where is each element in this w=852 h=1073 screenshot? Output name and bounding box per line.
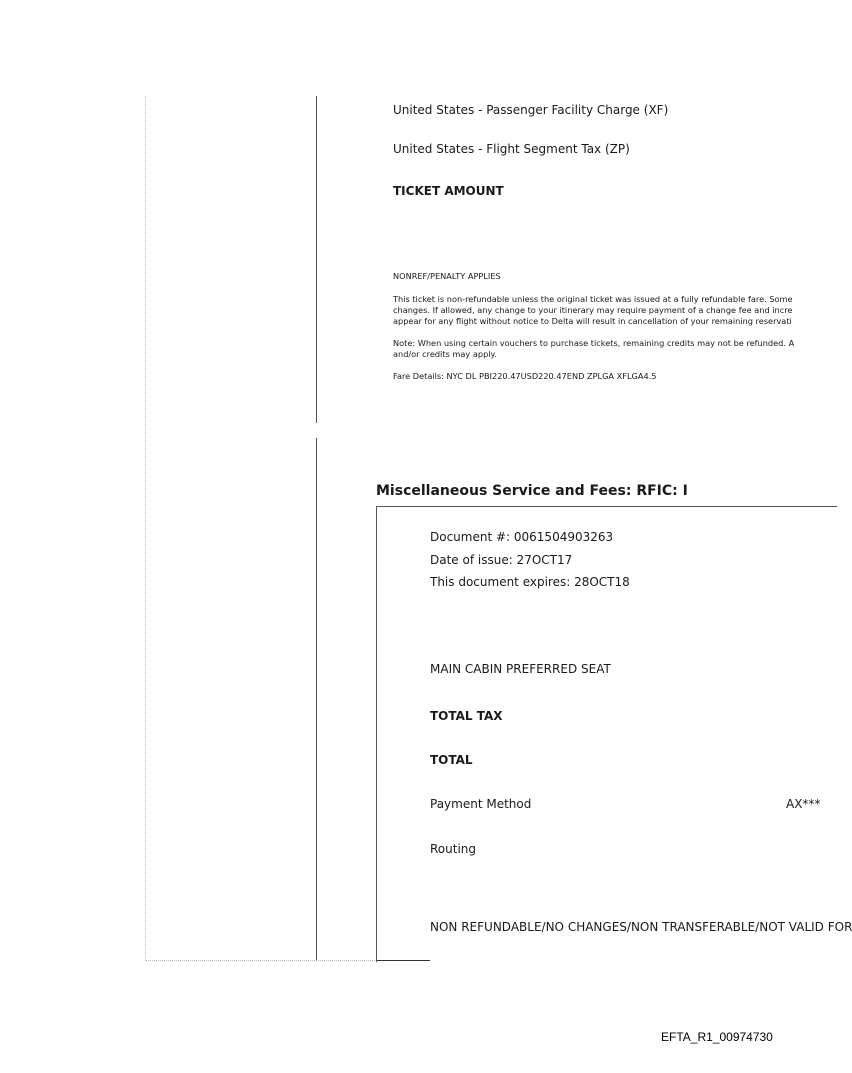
penalty-heading: NONREF/PENALTY APPLIES	[393, 271, 501, 281]
voucher-note-line: and/or credits may apply.	[393, 349, 497, 359]
column-divider-bottom	[316, 438, 317, 961]
payment-method-label: Payment Method	[430, 797, 532, 811]
routing-label: Routing	[430, 842, 477, 856]
ticket-amount-label: TICKET AMOUNT	[393, 184, 504, 198]
column-divider-top	[316, 96, 317, 423]
document-expiry: This document expires: 28OCT18	[430, 575, 630, 589]
date-of-issue: Date of issue: 27OCT17	[430, 553, 573, 567]
payment-method-value: AX***	[786, 797, 821, 811]
refund-policy-line: appear for any flight without notice to Delta will result in cancellation of your remaining reservati	[393, 316, 792, 326]
left-column-border	[145, 96, 146, 961]
flight-segment-tax-label: United States - Flight Segment Tax (ZP)	[393, 142, 630, 156]
document-id: EFTA_R1_00974730	[661, 1030, 773, 1044]
bottom-border	[145, 960, 377, 961]
misc-section-title: Miscellaneous Service and Fees: RFIC: I	[376, 483, 688, 499]
refund-policy-line: This ticket is non-refundable unless the original ticket was issued at a fully refundable fare. Some	[393, 294, 793, 304]
refund-policy-line: changes. If allowed, any change to your itinerary may require payment of a change fee and incre	[393, 305, 793, 315]
voucher-note-line: Note: When using certain vouchers to purchase tickets, remaining credits may not be refunded. A	[393, 338, 795, 348]
document-number: Document #: 0061504903263	[430, 530, 614, 544]
passenger-facility-charge-label: United States - Passenger Facility Charge (XF)	[393, 103, 669, 117]
total-label: TOTAL	[430, 753, 473, 767]
service-item: MAIN CABIN PREFERRED SEAT	[430, 662, 611, 676]
service-conditions: NON REFUNDABLE/NO CHANGES/NON TRANSFERABLE/NOT VALID FOR	[430, 920, 852, 934]
total-tax-label: TOTAL TAX	[430, 709, 503, 723]
fare-details: Fare Details: NYC DL PBI220.47USD220.47END ZPLGA XFLGA4.5	[393, 371, 657, 381]
